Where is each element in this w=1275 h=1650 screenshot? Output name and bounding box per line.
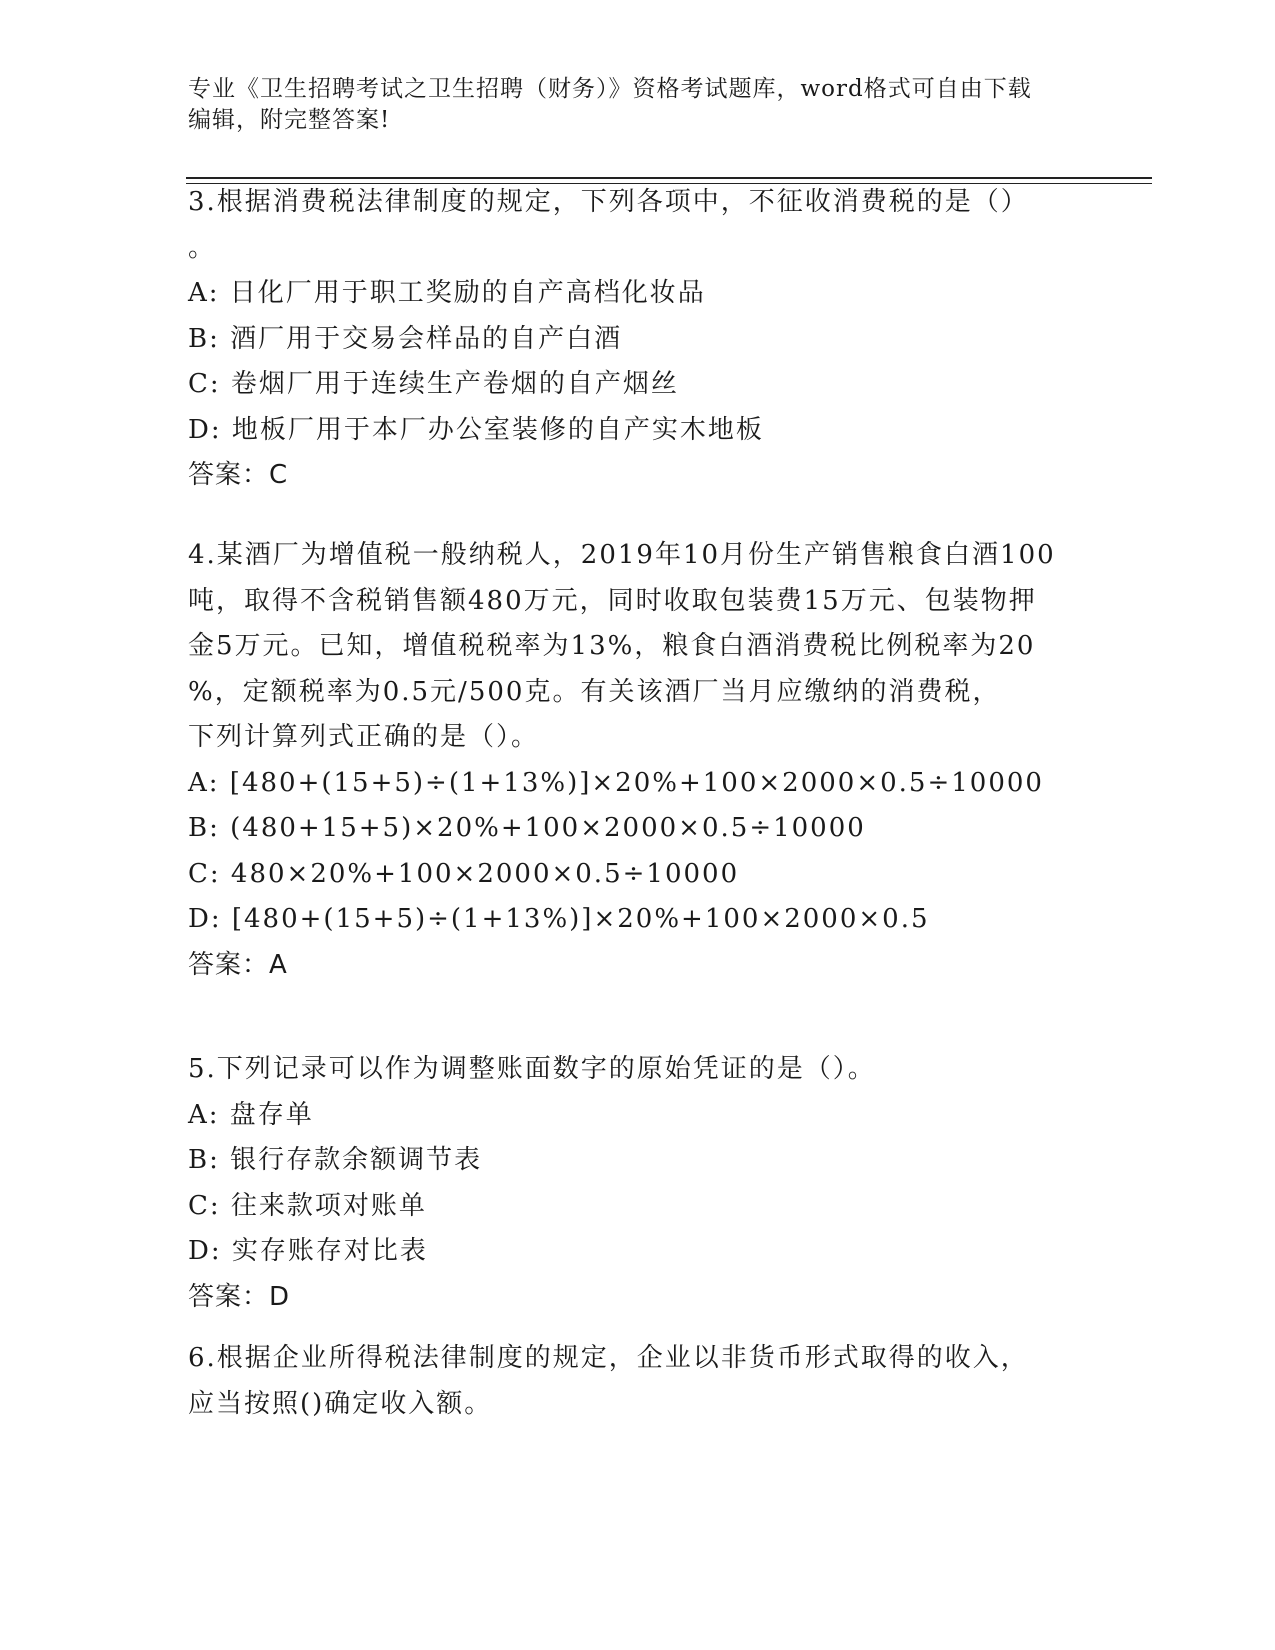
option-a: A: 盘存单 [188,1099,314,1130]
question-6 [188,1336,1088,1427]
stem-line: 金5万元。已知，增值税税率为13%，粮食白酒消费税比例税率为20 [188,631,1036,661]
option-c: C: 卷烟厂用于连续生产卷烟的自产烟丝 [188,369,679,399]
question-4 [188,533,1088,988]
option-a: A: [480+(15+5)÷(1+13%)]×20%+100×2000×0.5÷10000 [188,767,1044,798]
option-c: C: 往来款项对账单 [188,1190,427,1221]
option-d: D: 实存账存对比表 [188,1236,428,1266]
stem-line: 。 [188,232,217,263]
stem-line: 3.根据消费税法律制度的规定，下列各项中，不征收消费税的是（） [188,187,1029,217]
option-b: B: 银行存款余额调节表 [188,1145,483,1175]
question-stem [188,533,1088,761]
document-header [188,74,1068,136]
stem-line: 4.某酒厂为增值税一般纳税人，2019年10月份生产销售粮食白酒100 [188,540,1056,570]
option-a: A: 日化厂用于职工奖励的自产高档化妆品 [188,278,706,308]
option-d: D: [480+(15+5)÷(1+13%)]×20%+100×2000×0.5 [188,904,930,934]
answer-line: 答案：D [188,1281,291,1312]
stem-line: 6.根据企业所得税法律制度的规定，企业以非货币形式取得的收入， [188,1343,1029,1373]
question-3 [188,180,1088,499]
option-b: B: 酒厂用于交易会样品的自产白酒 [188,323,623,354]
question-stem [188,1047,1088,1093]
answer-line: 答案：C [188,460,289,490]
question-5 [188,1047,1088,1320]
option-d: D: 地板厂用于本厂办公室装修的自产实木地板 [188,414,764,445]
option-b: B: (480+15+5)×20%+100×2000×0.5÷10000 [188,813,866,843]
stem-line: 下列计算列式正确的是（）。 [188,722,540,752]
stem-line: 吨，取得不含税销售额480万元，同时收取包装费15万元、包装物押 [188,585,1037,616]
stem-line: 5.下列记录可以作为调整账面数字的原始凭证的是（）。 [188,1054,876,1084]
stem-line: 应当按照()确定收入额。 [188,1388,493,1419]
header-divider-thick [186,177,1152,179]
header-line-2: 编辑，附完整答案! [188,107,391,133]
answer-line: 答案：A [188,949,288,980]
option-c: C: 480×20%+100×2000×0.5÷10000 [188,858,740,889]
question-stem [188,180,1088,271]
header-line-1: 专业《卫生招聘考试之卫生招聘（财务）》资格考试题库，word格式可自由下载 [188,76,1032,102]
stem-line: %，定额税率为0.5元/500克。有关该酒厂当月应缴纳的消费税， [188,676,1001,707]
question-stem [188,1336,1088,1427]
